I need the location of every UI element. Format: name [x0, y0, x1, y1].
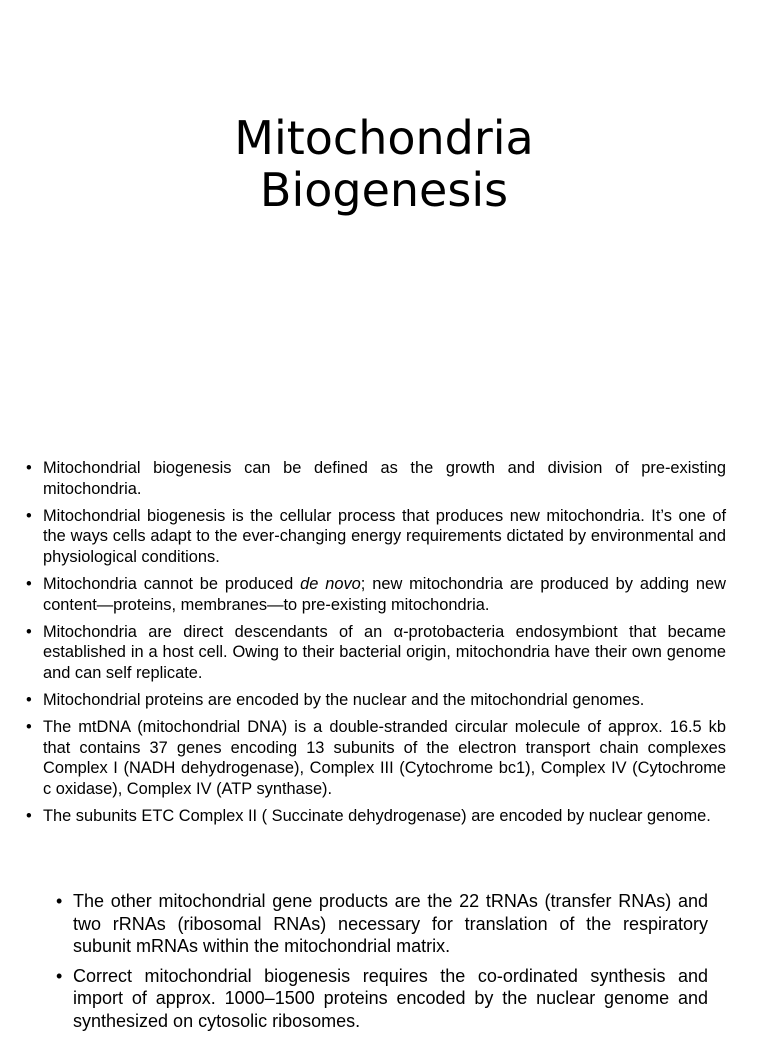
title-line-1: Mitochondria [234, 111, 534, 165]
bullet-text-after: ; new mitochondria are produced by adding new content—proteins, membranes—to pre-existing mitochondria. [43, 574, 726, 614]
bullet-item [26, 717, 726, 800]
bullet-text: The subunits ETC Complex II ( Succinate dehydrogenase) are encoded by nuclear genome. [43, 806, 711, 825]
bullet-list-continued [56, 890, 708, 1040]
bullet-marker: • [56, 891, 63, 911]
bullet-marker: • [56, 965, 63, 986]
bullet-text: Mitochondrial proteins are encoded by the nuclear and the mitochondrial genomes. [43, 690, 645, 709]
bullet-text: Correct mitochondrial biogenesis requires the co-ordinated synthesis and import of approx. 1000–1500 proteins encoded by the nuclear genome and synthesized on cytosolic ribosomes. [73, 965, 708, 1031]
bullet-item [26, 506, 726, 568]
bullet-text-before: Mitochondria cannot be produced [43, 574, 301, 593]
bullet-marker: • [26, 506, 32, 525]
bullet-text: Mitochondrial biogenesis is the cellular process that produces new mitochondria. It’s one of the ways cells adapt to the ever-changing energy requirements dictated by environmental and physiological conditions. [43, 506, 726, 567]
bullet-text: Mitochondrial biogenesis can be defined as the growth and division of pre-existing mitochondria. [43, 459, 726, 498]
bullet-item [56, 890, 708, 958]
bullet-marker: • [26, 806, 32, 825]
bullet-marker: • [26, 574, 32, 593]
bullet-marker: • [26, 717, 32, 736]
title-line-2: Biogenesis [259, 163, 509, 217]
bullet-text: The mtDNA (mitochondrial DNA) is a double-stranded circular molecule of approx. 16.5 kb that contains 37 genes encoding 13 subunits of the electron transport chain complexes Complex I (NADH dehydrogenase), Complex III (Cytochrome bc1), Complex IV (Cytochrome c oxidase), Complex IV (ATP synthase). [43, 717, 726, 799]
bullet-list [26, 458, 726, 833]
bullet-marker: • [26, 459, 32, 477]
bullet-item [26, 622, 726, 684]
bullet-item [26, 690, 726, 711]
bullet-marker: • [26, 690, 32, 709]
bullet-text-italic: de novo [300, 574, 361, 593]
bullet-item [56, 965, 708, 1033]
bullet-item [26, 458, 726, 500]
bullet-item [26, 806, 726, 827]
slide-title [0, 112, 768, 216]
bullet-item [26, 574, 726, 616]
bullet-text: Mitochondria are direct descendants of an α-protobacteria endosymbiont that became established in a host cell. Owing to their bacterial origin, mitochondria have their own genome and can self replicate. [43, 622, 726, 683]
bullet-text: The other mitochondrial gene products are the 22 tRNAs (transfer RNAs) and two rRNAs (ribosomal RNAs) necessary for translation of the respiratory subunit mRNAs within the mitochondrial matrix. [73, 891, 708, 957]
bullet-marker: • [26, 622, 32, 641]
